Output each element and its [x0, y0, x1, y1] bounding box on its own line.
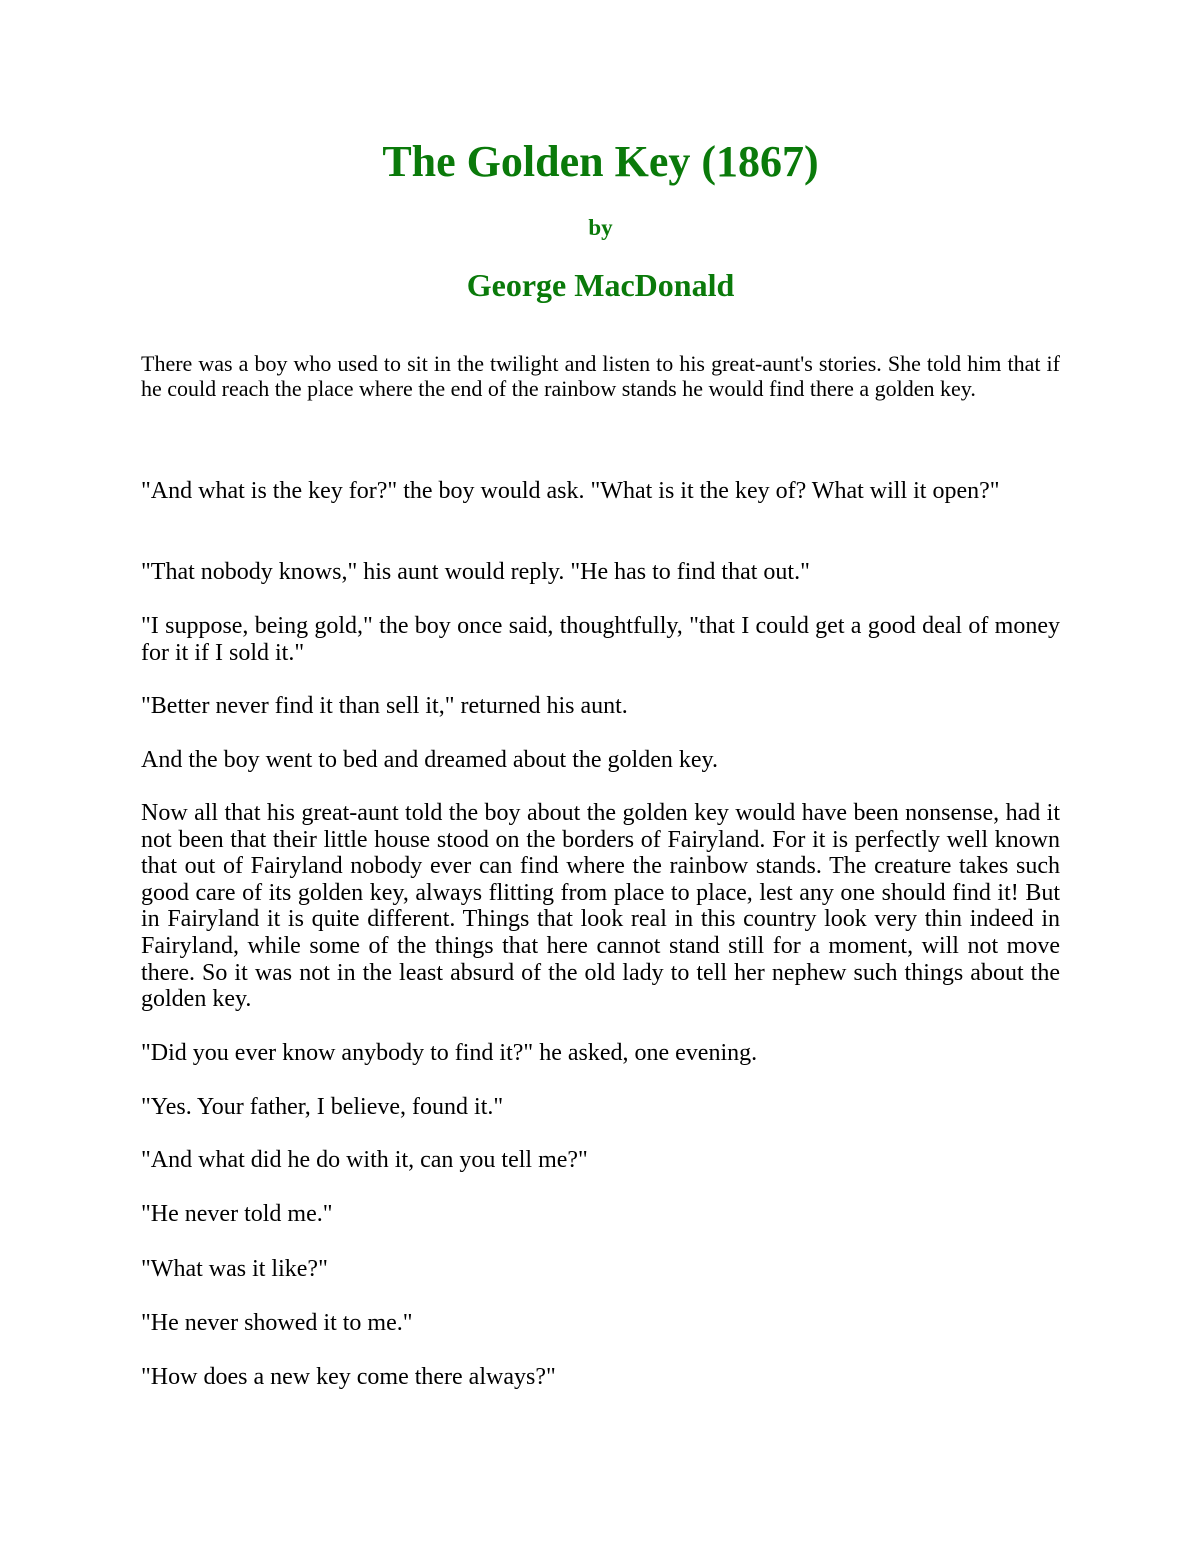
paragraph-6: And the boy went to bed and dreamed about the golden key. [141, 747, 718, 773]
paragraph-11: "He never told me." [141, 1201, 333, 1227]
paragraph-2: "And what is the key for?" the boy would ask. "What is it the key of? What will it open?" [141, 478, 1000, 504]
byline: by [588, 215, 613, 240]
paragraph-3: "That nobody knows," his aunt would reply. "He has to find that out." [141, 559, 810, 585]
paragraph-14: "How does a new key come there always?" [141, 1364, 556, 1390]
paragraph-8: "Did you ever know anybody to find it?" he asked, one evening. [141, 1040, 758, 1066]
document-title: The Golden Key (1867) [382, 137, 819, 186]
paragraph-12: "What was it like?" [141, 1256, 328, 1282]
paragraph-4: "I suppose, being gold," the boy once said, thoughtfully, "that I could get a good deal of money for it if I sold it." [141, 613, 1060, 666]
paragraph-7: Now all that his great-aunt told the boy about the golden key would have been nonsense, had it not been that their little house stood on the borders of Fairyland. For it is perfectly well known that out of Fairyland nobody ever can find where the rainbow stands. The creature takes such good care of its golden key, always flitting from place to place, lest any one should find it! But in Fairyland it is quite different. Things that look real in this country look very thin indeed in Fairyland, while some of the things that here cannot stand still for a moment, will not move there. So it was not in the least absurd of the old lady to tell her nephew such things about the golden key. [141, 800, 1060, 1013]
paragraph-5: "Better never find it than sell it," returned his aunt. [141, 693, 628, 719]
paragraph-10: "And what did he do with it, can you tell me?" [141, 1147, 588, 1173]
paragraph-13: "He never showed it to me." [141, 1310, 413, 1336]
paragraph-1: There was a boy who used to sit in the twilight and listen to his great-aunt's stories. She told him that if he could reach the place where the end of the rainbow stands he would find there a golden key. [141, 351, 1060, 401]
author-name: George MacDonald [466, 267, 735, 303]
paragraph-9: "Yes. Your father, I believe, found it." [141, 1094, 504, 1120]
